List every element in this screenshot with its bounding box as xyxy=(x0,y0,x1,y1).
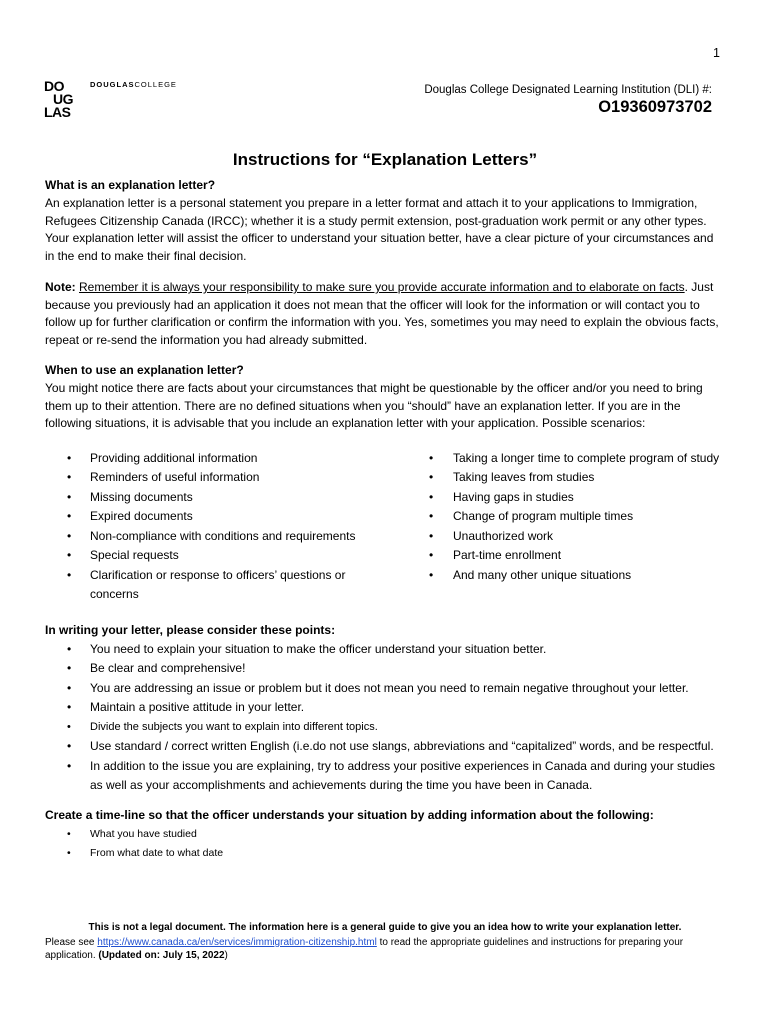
note-label: Note: xyxy=(45,280,76,294)
list-item: • Divide the subjects you want to explain into different topics. xyxy=(45,718,725,738)
footer-text xyxy=(45,936,725,962)
note-underlined: Remember it is always your responsibility to make sure you provide accurate information and to elaborate on facts xyxy=(79,280,685,294)
list-item: • In addition to the issue you are explaining, try to address your positive experiences in Canada and during your studies as well as your accomplishments and achievements during the time you have been in Canada. xyxy=(45,757,725,796)
dli-label: Douglas College Designated Learning Institution (DLI) #: xyxy=(424,84,712,96)
section-heading-what: What is an explanation letter? xyxy=(45,178,216,192)
list-item: • Clarification or response to officers’ questions or concerns xyxy=(45,566,350,605)
list-item: • Taking a longer time to complete program of study xyxy=(383,449,723,469)
writing-points-list xyxy=(45,640,725,796)
list-item: • Taking leaves from studies xyxy=(383,468,723,488)
list-item: • Missing documents xyxy=(45,488,350,508)
document-body xyxy=(45,150,725,863)
logo-mark xyxy=(44,80,84,120)
timeline-list xyxy=(45,825,725,863)
section-heading-writing: In writing your letter, please consider these points: xyxy=(45,622,336,637)
logo-mark-line-2: UG xyxy=(53,91,73,107)
list-item: • You need to explain your situation to make the officer understand your situation better. xyxy=(45,640,725,660)
scenarios-list-right xyxy=(383,449,723,605)
list-item: • Be clear and comprehensive! xyxy=(45,659,725,679)
list-item: • Special requests xyxy=(45,546,350,566)
ircc-link[interactable]: https://www.canada.ca/en/services/immigration-citizenship.html xyxy=(97,937,377,948)
list-item: • You are addressing an issue or problem but it does not mean you need to remain negative throughout your letter. xyxy=(45,679,725,699)
section-body-what: An explanation letter is a personal statement you prepare in a letter format and attach it to your applications to Immigration, Refugees Citizenship Canada (IRCC); whether it is a study permit extension, post-graduation work permit or any other types. Your explanation letter will assist the officer to understand your situation better, have a clear picture of your circumstances and in the end to make their final decision. xyxy=(45,196,714,263)
document-title: Instructions for “Explanation Letters” xyxy=(232,150,538,169)
list-item: • Having gaps in studies xyxy=(383,488,723,508)
list-item: • What you have studied xyxy=(45,825,725,844)
footer-suffix: to read the appropriate guidelines and instructions for preparing your application. xyxy=(45,937,684,961)
footer-close-paren: ) xyxy=(224,950,228,961)
logo-word-bold: DOUGLAS xyxy=(90,80,135,89)
section-heading-timeline: Create a time-line so that the officer understands your situation by adding information about the following: xyxy=(45,807,654,822)
scenarios-list-left xyxy=(45,449,383,605)
footer-prefix: Please see xyxy=(45,937,98,948)
list-item: • From what date to what date xyxy=(45,844,725,863)
footer-disclaimer: This is not a legal document. The information here is a general guide to give you an idea how to write your explanation letter. xyxy=(88,922,682,933)
list-item: • Providing additional information xyxy=(45,449,350,469)
list-item: • Use standard / correct written English (i.e.do not use slangs, abbreviations and “capitalized” words, and be respectful. xyxy=(45,737,725,757)
scenarios-columns xyxy=(45,449,725,605)
list-item: • Non-compliance with conditions and requirements xyxy=(45,527,390,547)
note-paragraph xyxy=(45,279,725,349)
note-rest: . Just because you previously had an application it does not mean that the officer will look for the information or will contact you to follow up for further clarification or confirm the information with you. Yes, sometimes you may need to explain the obvious facts, repeat or re-send the information you had already submitted. xyxy=(45,280,719,347)
list-item: • Expired documents xyxy=(45,507,350,527)
list-item: • Maintain a positive attitude in your letter. xyxy=(45,698,725,718)
douglas-college-logo xyxy=(44,80,194,125)
section-heading-when: When to use an explanation letter? xyxy=(45,363,244,377)
list-item: • Reminders of useful information xyxy=(45,468,350,488)
logo-mark-line-3: LAS xyxy=(44,104,71,120)
logo-mark-line-1: DO xyxy=(44,78,64,94)
list-item: • Change of program multiple times xyxy=(383,507,723,527)
list-item: • And many other unique situations xyxy=(383,566,723,586)
logo-word-regular: COLLEGE xyxy=(134,80,177,89)
logo-wordmark xyxy=(90,80,177,89)
dli-number: O19360973702 xyxy=(598,98,712,116)
footer-updated: (Updated on: July 15, 2022 xyxy=(98,950,225,961)
dli-block xyxy=(424,84,712,117)
list-item: • Unauthorized work xyxy=(383,527,723,547)
page-number: 1 xyxy=(713,46,720,60)
page-footer xyxy=(45,922,725,962)
section-body-when: You might notice there are facts about your circumstances that might be questionable by the officer and/or you need to bring them up to their attention. There are no defined situations when you “should” have an explanation letter. If you are in the following situations, it is advisable that you include an explanation letter with your application. Possible scenarios: xyxy=(45,381,703,430)
list-item: • Part-time enrollment xyxy=(383,546,723,566)
